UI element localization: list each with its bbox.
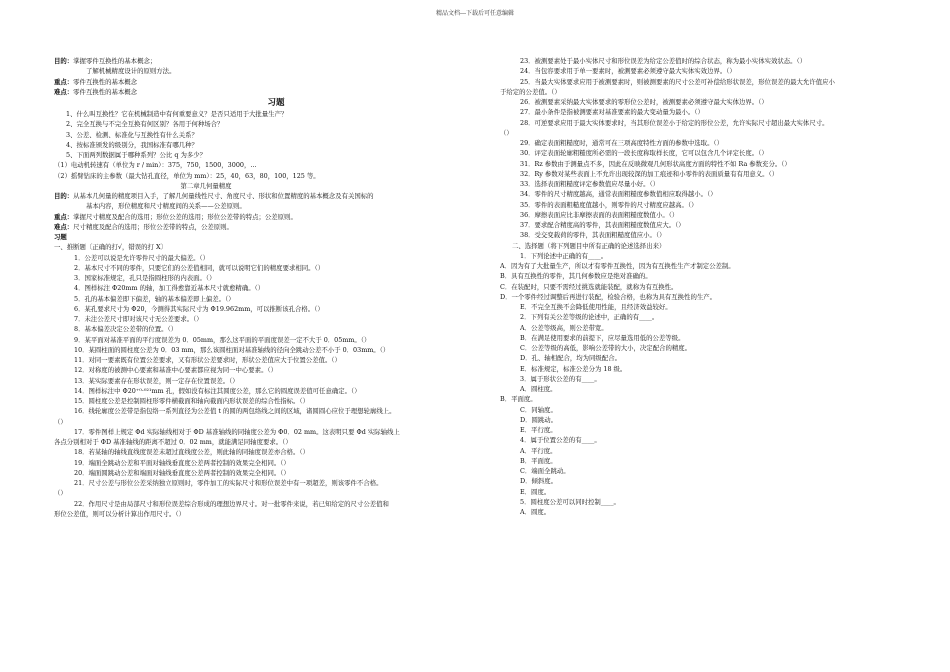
choice-option: E．标准规定，标准公差分为 18 级。 [520,364,627,373]
choice-question: 4．属于位置公差的有____。 [520,436,601,445]
question-line: 4、按标准颁发的级别分，我国标准有哪几种？ [66,140,198,149]
choice-option: D．圆跳动。 [520,415,558,424]
choice-question: 1．下列论述中正确的有____。 [520,251,608,260]
question-line: （2）摇臂钻床的主参数（最大钻孔直径，单位为 mm）：25，40，63，80，100，125 等。 [54,171,320,180]
choice-option: B．在满足使用要求的前提下，应尽量选用低的公差等级。 [520,333,685,342]
judgement-item: 3．国家标准规定，孔只是指圆柱形的内表面。（） [74,274,216,282]
choice-questions [500,251,918,518]
section1-title: 一、推断题〔正确的打√，错误的打 X〕 [54,243,167,252]
judgement-item: 各点分别相对于 ΦD 基准轴线的距离不超过 0．02 mm，就能满足同轴度要求。（） [54,438,292,446]
choice-option: C．公差等级的高低，影响公差带的大小，决定配合的精度。 [520,344,692,352]
judgement-item: 30．评定表面轮廓粗糙度所必需的一段长度称取样长度，它可以包含几个评定长度。（） [520,149,768,158]
objectives-block [54,56,478,97]
judgement-item: 19．端面全跳动公差和平面对轴线垂直度公差两者控制的效果完全相同。（） [74,458,290,467]
judgement-item: 38．受交变载荷的零件，其表面粗糙度值应小。（） [520,231,666,240]
objective-label: 难点： [54,87,74,96]
objective-text: 掌握零件互换性的基本概念； [73,57,157,65]
objective-label: 目的： [54,57,74,65]
choice-option: D．孔、轴相配合，均为同级配合。 [520,354,621,363]
judgement-item: 36．摩擦表面应比非摩擦表面的表面粗糙度数值小。（） [520,210,679,219]
objective-text: 从基本几何量的精度项目入手，了解几何量线性尺寸、角度尺寸、形状和位置精度的基本概念及有关国标的 [73,192,374,200]
judgement-item: 13．某实际要素存在形状误差，则一定存在位置误差。（） [74,376,239,385]
objective-line [54,56,478,66]
objective-label: 重点： [54,212,74,221]
choice-option: E．不完全互换不会降低使用性能，且经济效益较好。 [520,303,672,311]
judgement-item: 1．公差可以说是允许零件尺寸的最大偏差。（） [74,253,210,262]
judgement-item: （） [500,128,513,137]
judgement-item: 12．对称度的被测中心要素和基准中心要素都应视为同一中心要素。（） [74,366,278,375]
exercise-title: 习题 [267,98,285,108]
judgement-item: 9．某平面对基准平面的平行度误差为 0．05mm，那么这平面的平面度误差一定不大于 0．05mm。（） [74,335,371,344]
choice-option: D．倾斜度。 [520,477,558,486]
chapter2-objective-line [54,212,478,222]
judgement-item: 32．Ry 参数对某些表面上不允许出现较深的加工痕迹和小零件的表面质量有有用意义。（） [520,169,779,178]
section2-title: 二、选择题（将下列题目中所有正确的论述选择出来） [512,241,666,250]
question-line: 2、完全互换与不完全互换有何区别？各用于何种场合？ [66,120,224,129]
chapter2-objective-line [54,201,478,211]
chapter2-title: 第二章几何量精度 [180,181,232,190]
choice-question: 2．下列有关公差等级的论述中，正确的有____。 [520,313,659,322]
choice-option: B．平面度。 [500,395,537,404]
choice-option: C．同轴度。 [520,405,557,414]
objective-label: 目的： [54,192,74,200]
objective-line [54,77,478,87]
choice-option: A．圆度。 [520,508,551,516]
choice-option: D．一个零件经过调整后再进行装配，检验合格，也称为具有互换性的生产。 [500,292,717,301]
objective-label: 难点： [54,222,74,231]
judgement-item: 34．零件的尺寸精度越高，通常表面粗糙度参数值相应取得越小。（） [520,190,717,199]
judgement-item: 形位公差值，则可以分析计算出作用尺寸。（） [54,509,186,518]
choice-option: A．公差等级高，则公差带宽。 [520,323,608,332]
question-line: （1）电动机转速有（单位为 r / min）：375，750，1500，3000，... [54,161,257,170]
judgement-questions-left [54,253,478,520]
choice-option: A．平行度。 [520,446,557,455]
judgement-item: 27．最小条件是指被测要素对基准要素的最大变动量为最小。（） [520,108,704,117]
right-column [500,56,918,517]
judgement-item: 7．未注公差尺寸即对该尺寸无公差要求。（） [74,315,203,323]
exercise-label: 习题 [54,233,67,241]
objective-text: 基本内容，形位精度和尺寸精度间的关系——公差原则。 [86,202,246,211]
choice-question: 5．圆柱度公差可以同时控制____。 [520,497,620,506]
question-line: 5、下面两列数据属于哪种系列？公比 q 为多少？ [66,151,207,159]
judgement-item: 21．尺寸公差与形位公差采纳独立原则时，零件加工的实际尺寸和形位误差中有一项超差，则该零件不合格。 [74,479,383,487]
choice-option: B．具有互换性的零件，其几何参数应是绝对准确的。 [500,272,652,281]
objective-text: 零件互换性的基本概念 [73,87,138,96]
chapter2-objectives [54,191,478,232]
choice-option: A．圆柱度。 [520,385,557,393]
objective-line [54,66,478,76]
judgement-item: 15．圆柱度公差是控制圆柱形零件横截面和轴向截面内形状误差的综合性指标。（） [74,397,309,405]
judgement-item: 6．某孔要求尺寸为 Φ20，今测得其实际尺寸为 Φ19.962mm，可以推断该孔合格。（） [74,304,324,313]
chapter1-questions [54,109,478,181]
left-column [54,56,478,519]
objective-text: 尺寸精度及配合的选用；形位公差带的特点，公差原则。 [73,222,233,231]
objective-label: 重点： [54,77,74,86]
objective-text: 零件互换性的基本概念 [73,77,138,86]
judgement-item: 35．零件的表面粗糙度值越小，则零件的尺寸精度应越高。（） [520,200,698,209]
judgement-item: 于给定的公差值。（） [500,87,561,96]
objective-line [54,87,478,97]
judgement-item: 24．当包容要求用于单一要素时，被测要素必须遵守最大实体实效边界。（） [520,67,736,76]
judgement-item: 11．对同一要素既有位置公差要求，又有形状公差要求时，形状公差值应大于位置公差值。（） [74,356,341,364]
judgement-item: 26．被测要素采纳最大实体要求的零形位公差时，被测要素必须遵守最大实体边界。（） [520,98,768,106]
judgement-item: 16．线轮廓度公差带是指包络一系列直径为公差值 t 的圆的两包络线之间的区域，诸圆圆心应位于理想轮廓线上。 [74,407,396,416]
judgement-item: （） [54,489,67,498]
judgement-item: 4．图样标注 Φ20mm 的轴，加工得愈靠近基本尺寸就愈精确。（） [74,284,265,293]
objective-text: 掌握尺寸精度及配合的选用；形位公差的选用；形位公差带的特点；公差原则。 [73,212,297,221]
judgement-questions-right [500,56,918,241]
choice-option: C．在装配时，只要不需经过挑选就能装配，就称为有互换性。 [500,282,678,291]
choice-option: E．圆度。 [520,487,551,496]
chapter2-objective-line [54,222,478,232]
judgement-item: （） [54,417,67,426]
objective-text: 了解机械精度设计的原则方法。 [86,67,176,76]
choice-option: B．平面度。 [520,456,557,465]
judgement-item: 8．基本偏差决定公差带的位置。（） [74,325,178,334]
judgement-item: 14．图样标注中 Φ20⁺⁰·⁰²¹mm 孔，假如没有标注其圆度公差，那么它的圆度误差值可任意确定。（） [74,386,361,395]
chapter2-objective-line [54,191,478,201]
question-line: 3、公差、检测、标准化与互换性有什么关系？ [66,130,198,139]
choice-option: E．平行度。 [520,426,557,434]
judgement-item: 20．端面圆跳动公差和端面对轴线垂直度公差两者控制的效果完全相同。（） [74,468,290,477]
judgement-item: 23．被测要素处于最小实体尺寸和形位误差为给定公差值时的综合状态，称为最小实体实效状态。（） [520,57,807,65]
judgement-item: 18．若某轴的轴线直线度误差未超过直线度公差，则此轴的同轴度误差亦合格。（） [74,448,309,457]
page-header: 精品文档---下载后可任意编辑 [435,10,515,17]
judgement-item: 2．基本尺寸不同的零件，只要它们的公差值相同，就可以说明它们的精度要求相同。（） [74,263,325,272]
choice-option: C．端面全跳动。 [520,467,570,475]
judgement-item: 31．Rz 参数由于测量点不多，因此在反映微观几何形状高度方面的特性不如 Ra 参数充分。（） [520,159,791,168]
judgement-item: 17．零件图样上规定 Φd 实际轴线相对于 ΦD 基准轴线的同轴度公差为 Φ0．02 mm。这表明只要 Φd 实际轴线上 [74,427,400,436]
choice-question: 3．属于形状公差的有____。 [520,374,601,383]
judgement-item: 37．要求配合精度高的零件，其表面粗糙度数值应大。（） [520,221,685,229]
judgement-item: 10．某圆柱面的圆柱度公差为 0．03 mm，那么该圆柱面对基准轴线的径向全跳动公差不小于 0．03mm。（） [74,345,390,354]
judgement-item: 33．选择表面粗糙度评定参数值应尽量小好。（） [520,180,660,188]
judgement-item: 5．孔的基本偏差即下偏差，轴的基本偏差即上偏差。（） [74,294,235,303]
judgement-item: 22．作用尺寸是由局部尺寸和形位误差综合形成的理想边界尺寸。对一批零件来说，若已知给定的尺寸公差值和 [74,499,389,508]
question-line: 1、什么叫互换性？它在机械制造中有何重要意义？是否只适用于大批量生产？ [66,110,288,118]
judgement-item: 25．当最大实体要求应用于被测要素时，则被测要素的尺寸公差可补偿给形状误差，形位误差的最大允许值应小 [520,77,835,86]
judgement-item: 29．确定表面粗糙度时，通常可在三项高度特性方面的参数中选取。（） [520,139,724,147]
judgement-item: 28．可逆要求应用于最大实体要求时，当其形位误差小于给定的形位公差，允许实际尺寸超出最大实体尺寸。 [520,118,829,127]
choice-option: A．因为有了大批量生产，所以才有零件互换性，因为有互换性生产才制定公差制。 [500,262,735,270]
